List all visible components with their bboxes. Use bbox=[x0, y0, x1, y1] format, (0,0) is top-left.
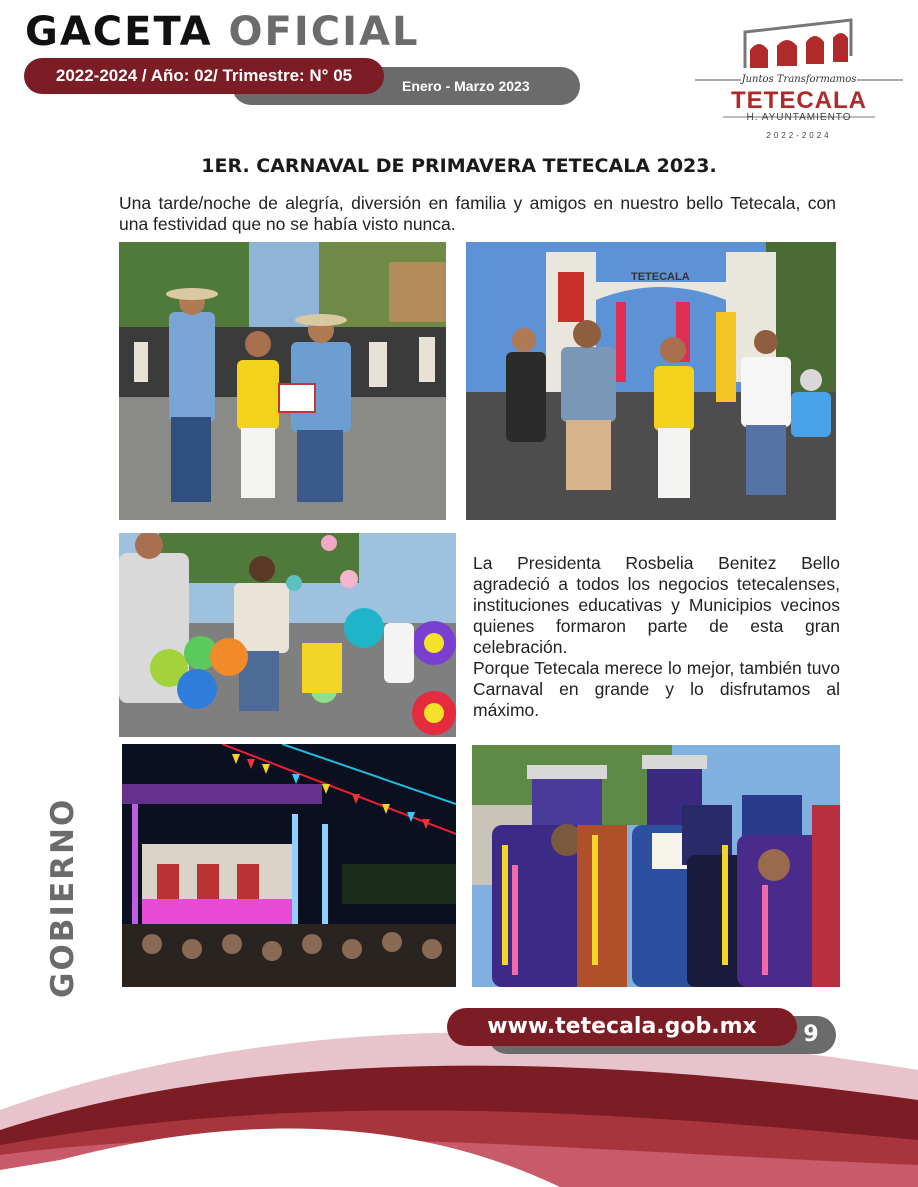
date-range-badge: Enero - Marzo 2023 bbox=[232, 67, 580, 105]
gazette-title-part2: OFICIAL bbox=[228, 9, 420, 55]
article-intro: Una tarde/noche de alegría, diversión en familia y amigos en nuestro bello Tetecala, con una festividad que no se había visto nunca. bbox=[119, 193, 836, 234]
article-headline: 1ER. CARNAVAL DE PRIMAVERA TETECALA 2023. bbox=[201, 155, 717, 177]
article-body-paragraph-2: Porque Tetecala merece lo mejor, también tuvo Carnaval en grande y lo disfrutamos al máximo. bbox=[473, 658, 840, 720]
gazette-title-part1: GACETA bbox=[25, 9, 213, 55]
issue-badge: 2022-2024 / Año: 02/ Trimestre: N° 05 bbox=[24, 58, 384, 94]
article-body-paragraph-1: La Presidenta Rosbelia Benitez Bello agradeció a todos los negocios tetecalenses, instituciones educativas y Municipios vecinos quienes formaron parte de esta gran celebración. bbox=[473, 553, 840, 657]
page-number: 9 bbox=[803, 1022, 819, 1047]
section-label: GOBIERNO bbox=[45, 797, 81, 998]
arch-sign: TETECALA bbox=[631, 271, 690, 283]
logo-subtitle: H. AYUNTAMIENTO bbox=[746, 112, 852, 123]
photo-officials-certificate bbox=[119, 242, 446, 520]
gazette-title bbox=[25, 8, 419, 56]
photo-arch-parade bbox=[466, 242, 836, 520]
logo-years: 2022-2024 bbox=[766, 131, 832, 140]
photo-children-balloons bbox=[119, 533, 456, 737]
logo-tagline: Juntos Transformamos bbox=[741, 74, 857, 85]
website-link[interactable]: www.tetecala.gob.mx bbox=[447, 1008, 797, 1046]
arches-icon bbox=[745, 20, 851, 68]
article-body bbox=[473, 553, 840, 721]
logo-name: TETECALA bbox=[731, 87, 867, 114]
photo-chinelos-dancers bbox=[472, 745, 840, 987]
photo-night-stage bbox=[122, 744, 456, 987]
